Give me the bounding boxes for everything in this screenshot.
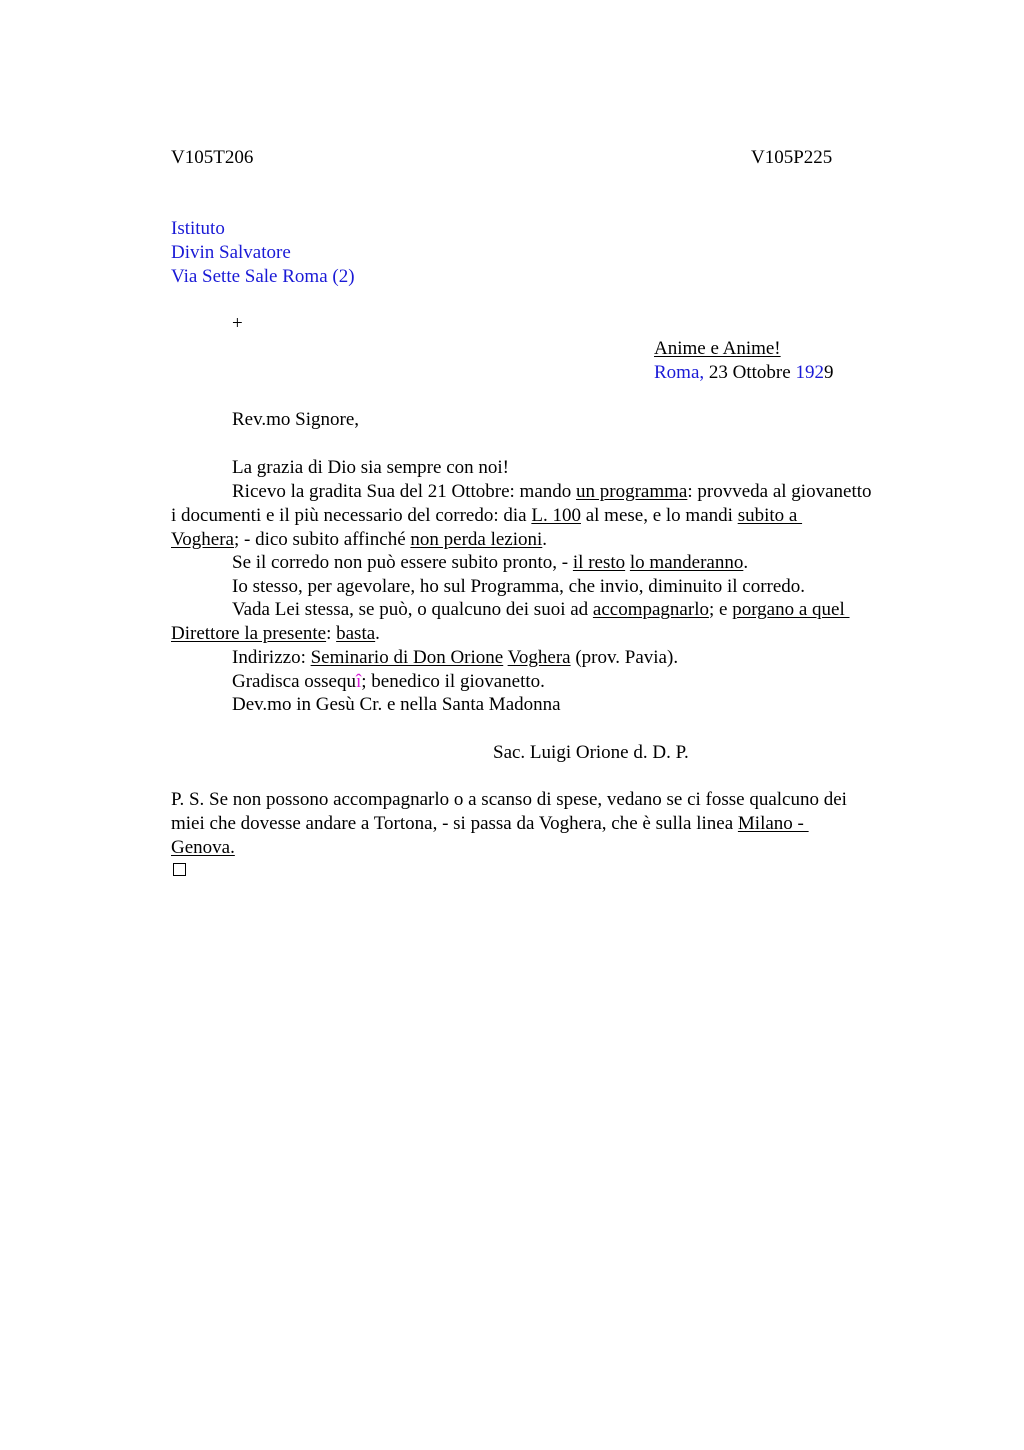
letterhead-line-1: Istituto [171,218,225,239]
letter-date: Roma, 23 Ottobre 1929 [654,362,834,383]
body-line-8: Direttore la presente: basta. [171,623,380,644]
header-right-code: V105P225 [751,147,833,168]
body-line-9: Indirizzo: Seminario di Don Orione Voghera (prov. Pavia). [232,647,679,668]
salutation: Rev.mo Signore, [232,409,360,430]
motto: Anime e Anime! [654,338,781,359]
body-line-3: i documenti e il più necessario del corredo: dia L. 100 al mese, e lo mandi subito a [171,505,803,526]
postscript-line-2: miei che dovesse andare a Tortona, - si passa da Voghera, che è sulla linea Milano - [171,813,809,834]
end-box-icon [173,863,186,876]
letterhead-line-2: Divin Salvatore [171,242,291,263]
postscript-line-1: P. S. Se non possono accompagnarlo o a scanso di spese, vedano se ci fosse qualcuno dei [171,789,847,810]
letterhead-line-3: Via Sette Sale Roma (2) [171,266,355,287]
body-line-7: Vada Lei stessa, se può, o qualcuno dei suoi ad accompagnarlo; e porgano a quel [232,599,850,620]
body-line-11: Dev.mo in Gesù Cr. e nella Santa Madonna [232,694,561,715]
body-line-1: La grazia di Dio sia sempre con noi! [232,457,509,478]
body-line-4: Voghera; - dico subito affinché non perda lezioni. [171,529,548,550]
body-line-5: Se il corredo non può essere subito pronto, - il resto lo manderanno. [232,552,749,573]
body-line-10: Gradisca ossequî; benedico il giovanetto. [232,671,545,692]
postscript-line-3: Genova. [171,837,235,858]
header-left-code: V105T206 [171,147,254,168]
signature: Sac. Luigi Orione d. D. P. [493,742,689,763]
body-line-6: Io stesso, per agevolare, ho sul Programma, che invio, diminuito il corredo. [232,576,806,597]
cross-mark: + [232,313,243,334]
body-line-2: Ricevo la gradita Sua del 21 Ottobre: mando un programma: provveda al giovanetto [232,481,872,502]
